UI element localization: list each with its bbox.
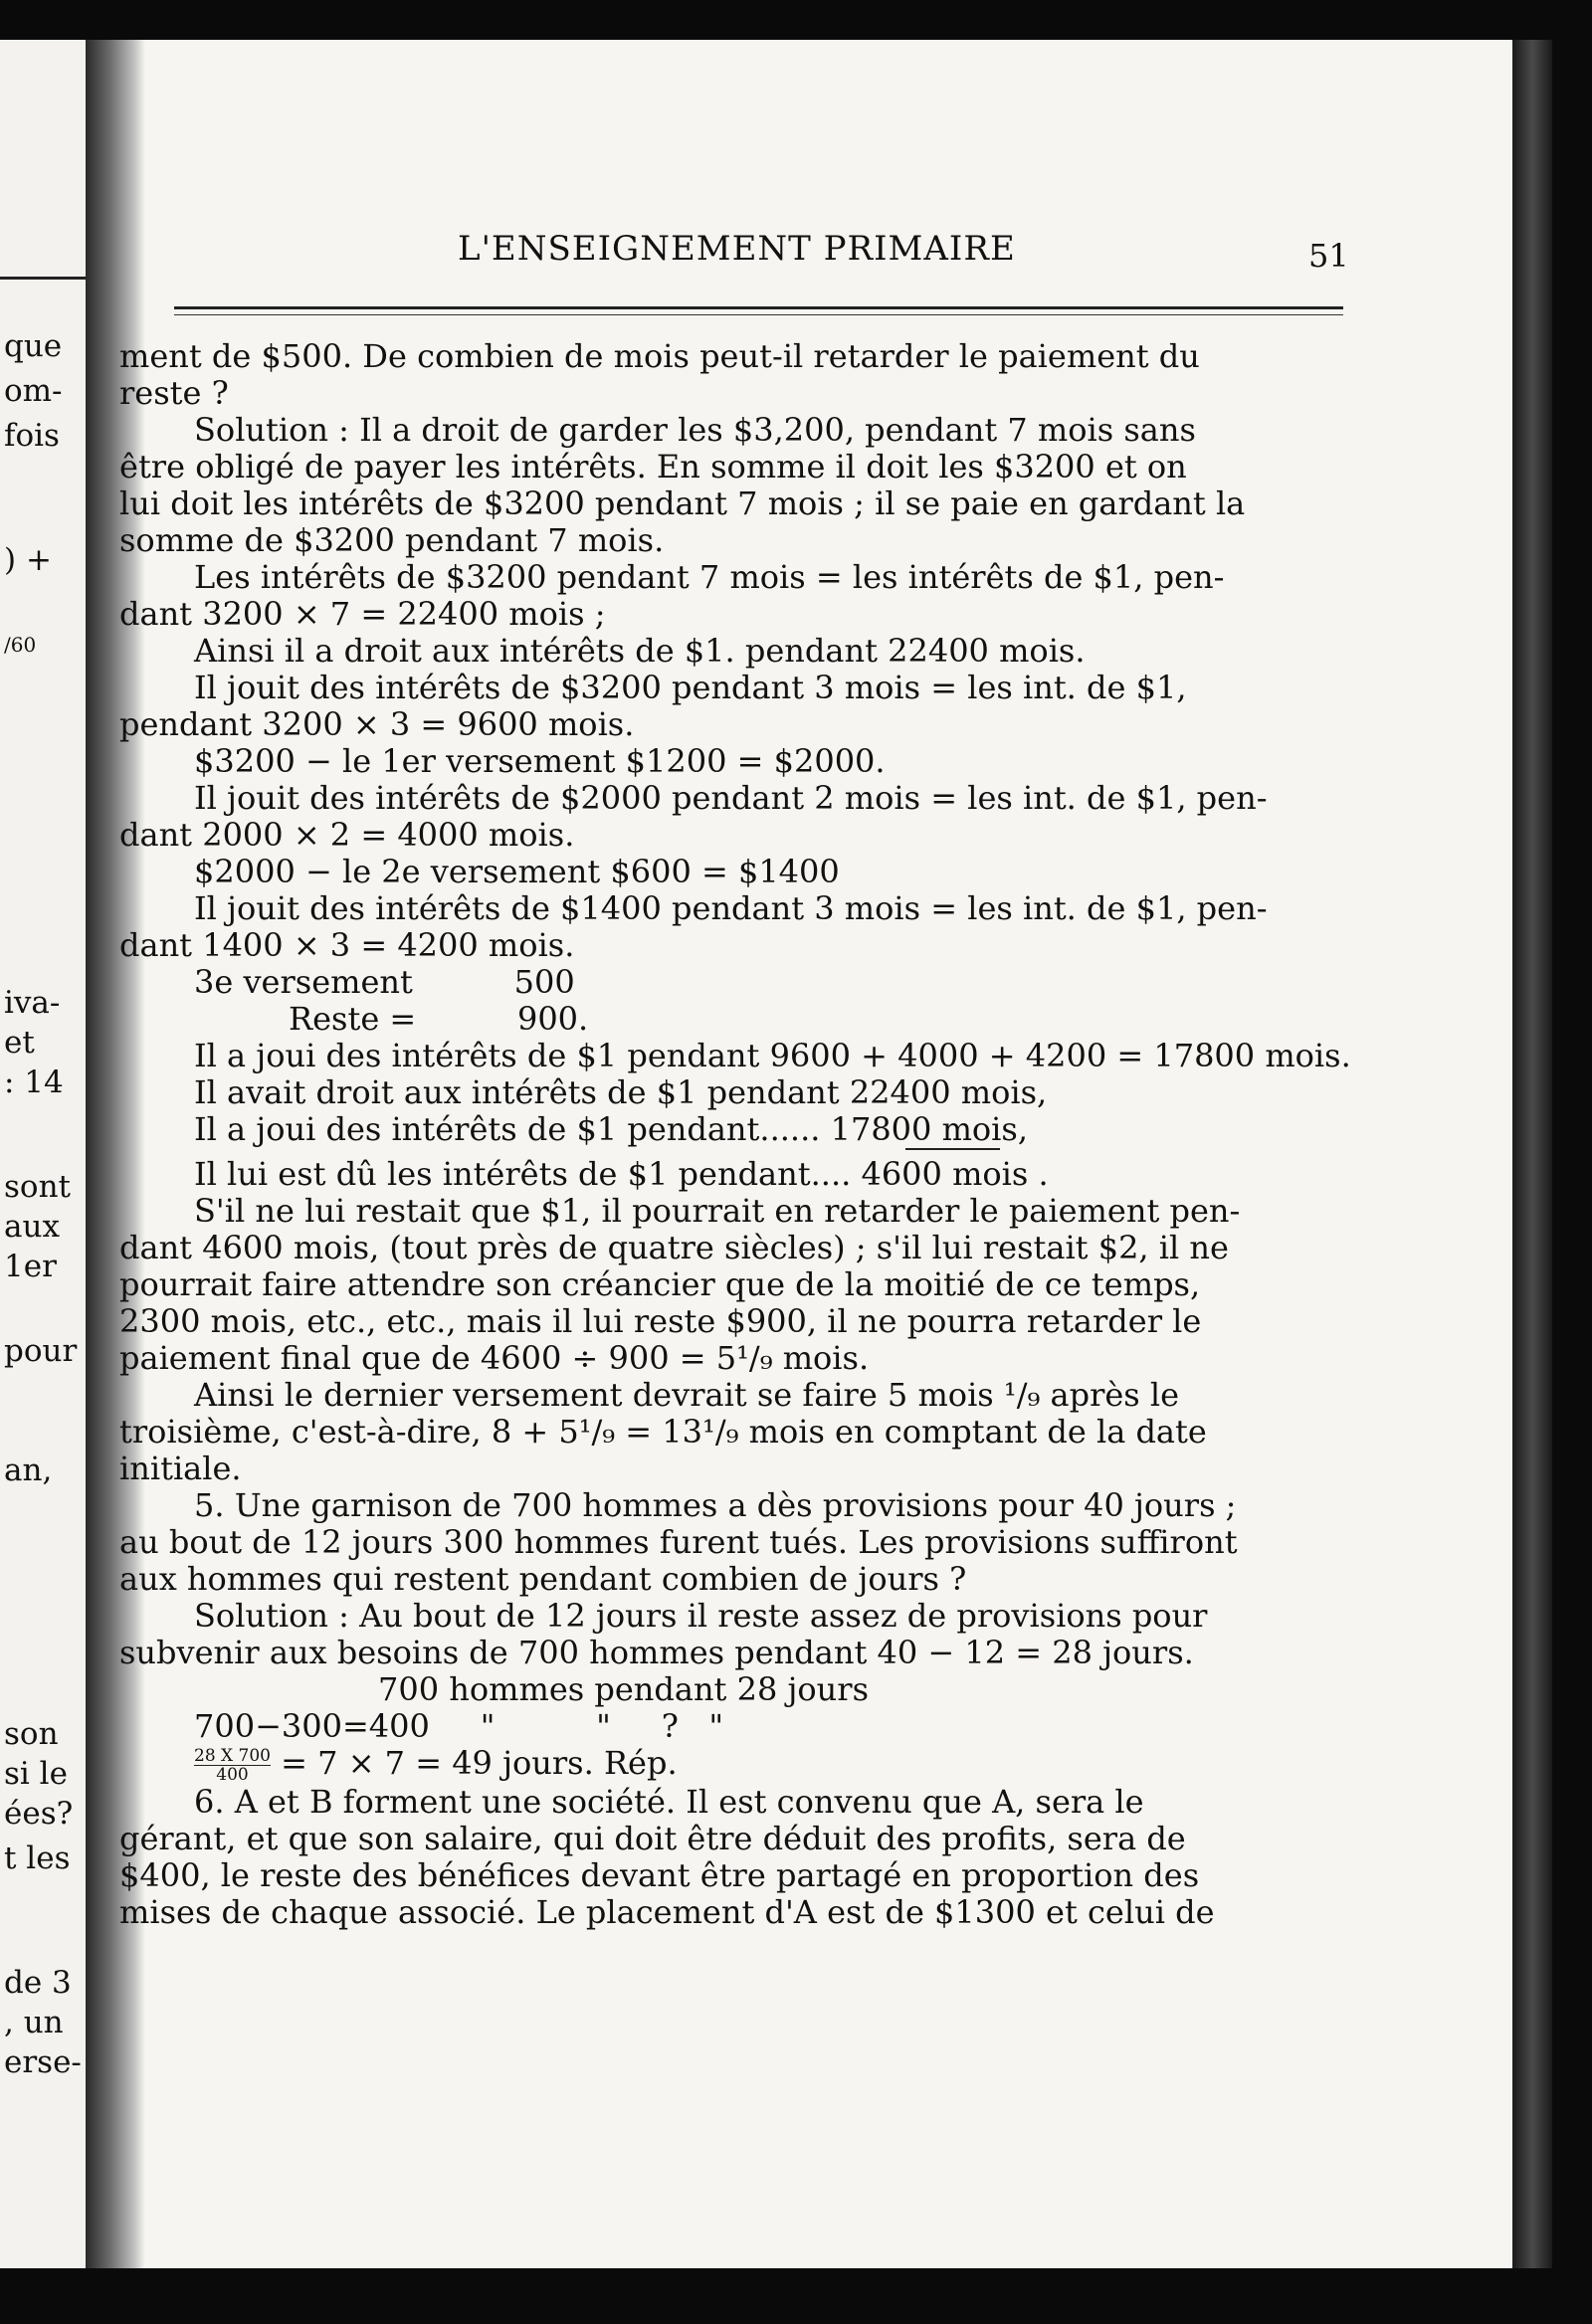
- fraction: [194, 1747, 271, 1784]
- text-line: Solution : Il a droit de garder les $3,200, pendant 7 mois sans: [194, 411, 1196, 449]
- text-line: dant 3200 × 7 = 22400 mois ;: [119, 595, 606, 633]
- prev-fragment: om-: [4, 373, 63, 409]
- fraction-denominator: 400: [216, 1765, 249, 1785]
- text-line: gérant, et que son salaire, qui doit être déduit des profits, sera de: [119, 1820, 1186, 1857]
- prev-fragment: erse-: [4, 2044, 82, 2080]
- text-line: $2000 − le 2e versement $600 = $1400: [194, 853, 840, 890]
- fraction-numerator: 28 X 700: [194, 1746, 271, 1766]
- prev-fragment: an,: [4, 1452, 53, 1488]
- text-line: 700 hommes pendant 28 jours: [378, 1670, 869, 1708]
- text-line: subvenir aux besoins de 700 hommes pendant 40 − 12 = 28 jours.: [119, 1634, 1194, 1671]
- text-line: 6. A et B forment une société. Il est convenu que A, sera le: [194, 1783, 1144, 1821]
- text-line: être obligé de payer les intérêts. En somme il doit les $3200 et on: [119, 448, 1187, 485]
- text-line: initiale.: [119, 1450, 242, 1487]
- text-line: dant 2000 × 2 = 4000 mois.: [119, 816, 575, 854]
- page-right-edge: [1512, 40, 1552, 2268]
- text-line: Les intérêts de $3200 pendant 7 mois = les intérêts de $1, pen-: [194, 558, 1225, 596]
- text-line: S'il ne lui restait que $1, il pourrait en retarder le paiement pen-: [194, 1192, 1241, 1230]
- prev-fragment: iva-: [4, 985, 61, 1021]
- prev-fragment: fois: [4, 418, 60, 454]
- prev-fragment: de 3: [4, 1965, 72, 2001]
- text-line: $3200 − le 1er versement $1200 = $2000.: [194, 742, 886, 780]
- text-line: Ainsi il a droit aux intérêts de $1. pendant 22400 mois.: [194, 632, 1086, 670]
- text-line: reste ?: [119, 374, 229, 412]
- text-line: Il jouit des intérêts de $1400 pendant 3 mois = les int. de $1, pen-: [194, 889, 1268, 927]
- text-line: 5. Une garnison de 700 hommes a dès provisions pour 40 jours ;: [194, 1486, 1237, 1524]
- prev-fragment: ées?: [4, 1796, 74, 1832]
- text-line: Il jouit des intérêts de $2000 pendant 2 mois = les int. de $1, pen-: [194, 779, 1268, 817]
- prev-fragment: /60: [4, 633, 37, 657]
- prev-fragment: : 14: [4, 1065, 64, 1100]
- text-line: $400, le reste des bénéfices devant être partagé en proportion des: [119, 1856, 1200, 1894]
- text-line: mises de chaque associé. Le placement d'A est de $1300 et celui de: [119, 1893, 1215, 1931]
- text-line: dant 4600 mois, (tout près de quatre siècles) ; s'il lui restait $2, il ne: [119, 1229, 1229, 1266]
- book-page: [0, 40, 1552, 2268]
- text-line: paiement final que de 4600 ÷ 900 = 5¹/₉ mois.: [119, 1339, 870, 1377]
- text-line: somme de $3200 pendant 7 mois.: [119, 521, 665, 559]
- text-line: 3e versement 500: [194, 963, 575, 1001]
- text-line: = 7 × 7 = 49 jours. Rép.: [281, 1744, 678, 1782]
- prev-fragment: son: [4, 1716, 59, 1752]
- prev-fragment: , un: [4, 2005, 64, 2040]
- previous-page-edge: [0, 40, 90, 2268]
- text-line: ment de $500. De combien de mois peut-il retarder le paiement du: [119, 337, 1200, 375]
- prev-fragment: et: [4, 1025, 35, 1061]
- text-line: au bout de 12 jours 300 hommes furent tués. Les provisions suffiront: [119, 1523, 1238, 1561]
- prev-fragment: aux: [4, 1209, 60, 1245]
- header-rule: [174, 306, 1343, 309]
- prev-fragment: sont: [4, 1169, 71, 1205]
- text-line: Reste = 900.: [289, 1000, 589, 1038]
- text-line: Il jouit des intérêts de $3200 pendant 3 mois = les int. de $1,: [194, 669, 1187, 706]
- text-line: lui doit les intérêts de $3200 pendant 7 mois ; il se paie en gardant la: [119, 484, 1246, 522]
- prev-fragment: pour: [4, 1333, 78, 1369]
- text-line: Il lui est dû les intérêts de $1 pendant.... 4600 mois .: [194, 1155, 1049, 1193]
- text-line: 2300 mois, etc., etc., mais il lui reste $900, il ne pourra retarder le: [119, 1302, 1202, 1340]
- prev-fragment: 1er: [4, 1249, 57, 1284]
- text-line: dant 1400 × 3 = 4200 mois.: [119, 926, 575, 964]
- prev-fragment: que: [4, 328, 63, 364]
- prev-fragment: si le: [4, 1756, 68, 1792]
- prev-fragment: ) +: [4, 542, 52, 578]
- text-line: Il avait droit aux intérêts de $1 pendant 22400 mois,: [194, 1073, 1048, 1111]
- text-line: Solution : Au bout de 12 jours il reste assez de provisions pour: [194, 1597, 1208, 1635]
- text-line: 700−300=400 " " ? ": [194, 1707, 724, 1745]
- prev-fragment: t les: [4, 1840, 71, 1876]
- text-line: Il a joui des intérêts de $1 pendant 9600 + 4000 + 4200 = 17800 mois.: [194, 1037, 1351, 1074]
- fraction-line: [119, 1745, 1343, 1784]
- text-line: pendant 3200 × 3 = 9600 mois.: [119, 705, 635, 743]
- text-line: aux hommes qui restent pendant combien de jours ?: [119, 1560, 967, 1598]
- text-line: Ainsi le dernier versement devrait se faire 5 mois ¹/₉ après le: [194, 1376, 1180, 1414]
- previous-page-rule: [0, 277, 92, 280]
- header-rule: [174, 314, 1343, 315]
- text-line: pourrait faire attendre son créancier que de la moitié de ce temps,: [119, 1265, 1201, 1303]
- page-number: 51: [1308, 237, 1349, 275]
- running-head: L'ENSEIGNEMENT PRIMAIRE: [458, 229, 1016, 269]
- sum-rule: [905, 1148, 1000, 1150]
- text-line: troisième, c'est-à-dire, 8 + 5¹/₉ = 13¹/₉ mois en comptant de la date: [119, 1413, 1207, 1451]
- body-text: [119, 337, 1351, 1931]
- text-line: Il a joui des intérêts de $1 pendant...... 17800 mois,: [194, 1110, 1028, 1148]
